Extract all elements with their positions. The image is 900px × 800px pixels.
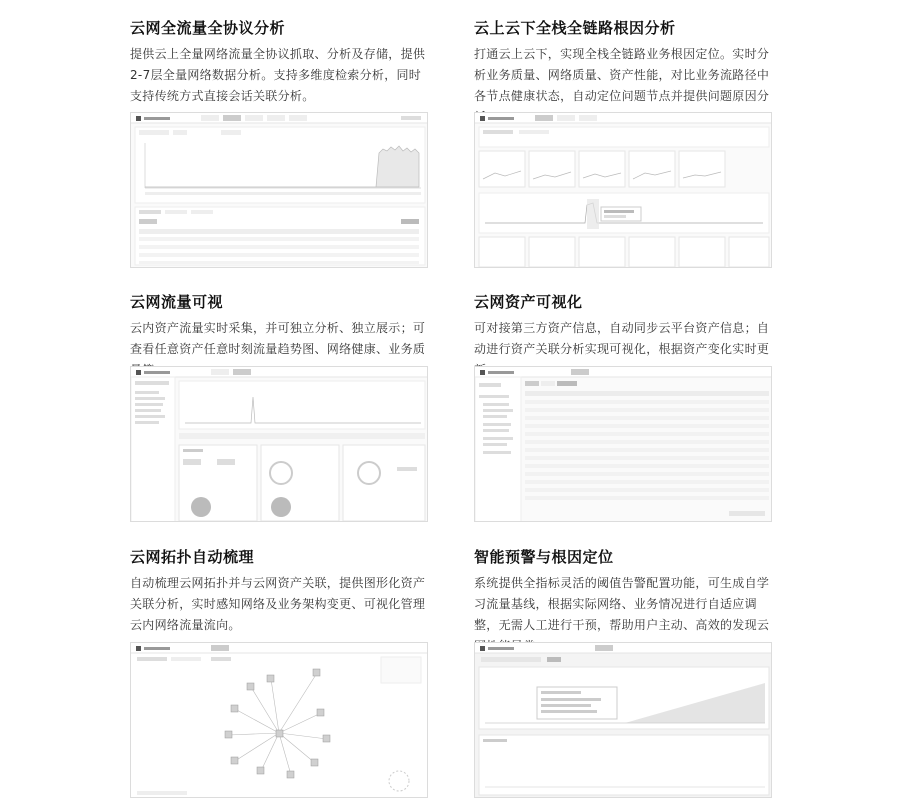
feature-card-full-traffic-analysis (130, 18, 430, 110)
card-description: 可对接第三方资产信息，自动同步云平台资产信息；自动进行资产关联分析实现可视化，根据资产变化实时更 (474, 321, 770, 356)
card-description: 提供云上全量网络流量全协议抓取、分析及存储，提供2-7层全量网络数据分析。支持多维度检索分析，同时支持传统方式直接会话关联分析。 (130, 47, 426, 103)
feature-card-topology (130, 547, 430, 639)
card-title: 云网资产可视化 (474, 293, 583, 311)
card-description: 自动梳理云网拓扑并与云网资产关联，提供图形化资产关联分析，实时感知网络及业务架构变更、可视化管理云内网络流量流向。 (130, 576, 426, 632)
screenshot-smart-alert (474, 642, 772, 798)
card-title: 云上云下全栈全链路根因分析 (474, 19, 676, 37)
screenshot-traffic-visibility (130, 366, 428, 522)
screenshot-topology (130, 642, 428, 798)
feature-card-asset-visualization (474, 292, 774, 384)
screenshot-root-cause (474, 112, 772, 268)
card-description: 云内资产流量实时采集，并可独立分析、独立展示；可查看任意资产任意时刻流量趋势图、网络健康、业务质 (130, 321, 426, 356)
card-title: 云网拓扑自动梳理 (130, 548, 255, 566)
screenshot-asset-list (474, 366, 772, 522)
feature-card-smart-alert (474, 547, 774, 639)
card-description: 系统提供全指标灵活的阈值告警配置功能，可生成自学习流量基线，根据实际网络、业务情况进行自适应调整，无需人工进行干预，帮助用户主动、高效的发现云 (474, 576, 770, 632)
card-title: 智能预警与根因定位 (474, 548, 614, 566)
feature-card-traffic-visibility (130, 292, 430, 384)
card-title: 云网流量可视 (130, 293, 224, 311)
card-description: 打通云上云下，实现全栈全链路业务根因定位。实时分析业务质量、网络质量、资产性能，对比业务流路径中各节点健康状态，自动定位问题节点并提供问题原因分 (474, 47, 770, 103)
card-title: 云网全流量全协议分析 (130, 19, 286, 37)
screenshot-traffic-analysis (130, 112, 428, 268)
feature-card-root-cause-analysis (474, 18, 774, 110)
